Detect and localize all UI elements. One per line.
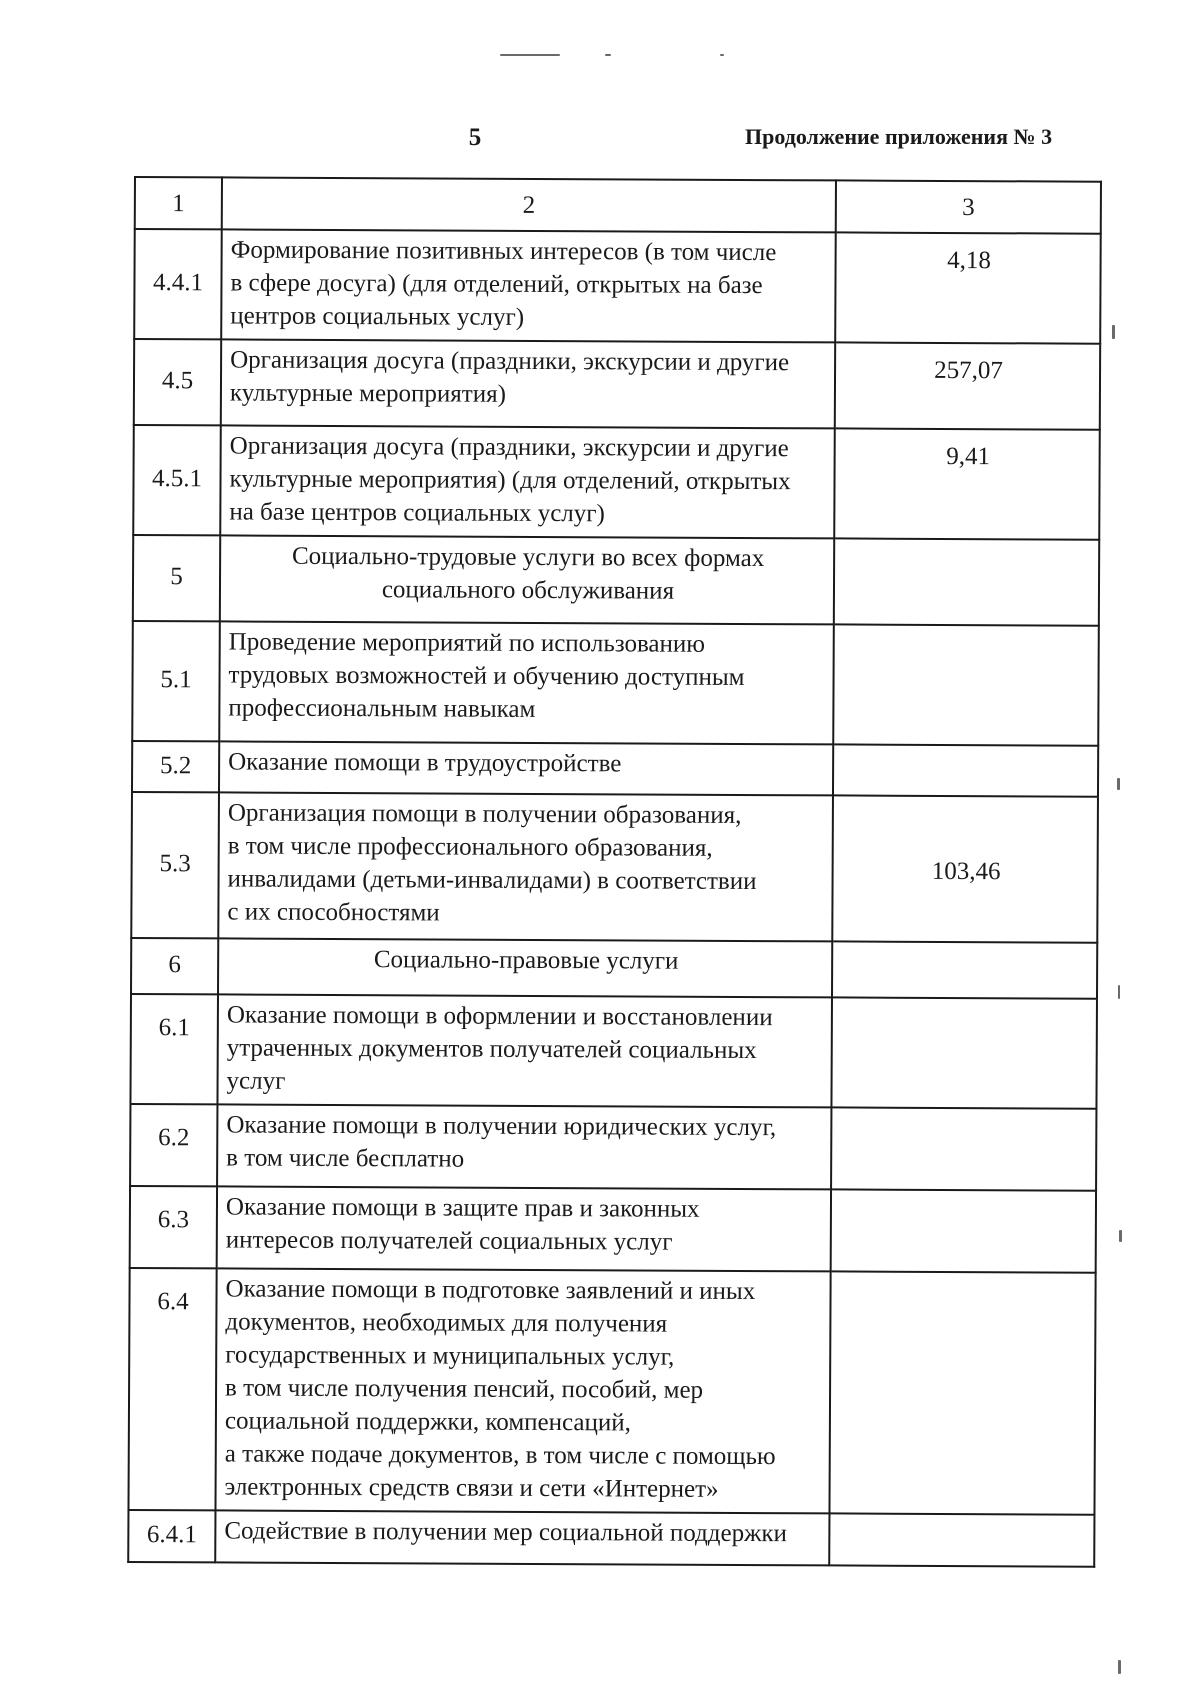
- row-description: [217, 1104, 831, 1189]
- table-row-section: [131, 938, 1097, 999]
- table-row: [130, 1186, 1096, 1273]
- row-number: 4.4.1: [134, 229, 222, 339]
- row-value: [834, 538, 1099, 625]
- row-description-text: Организация досуга (праздники, экскурсии и другие культурные мероприятия): [229, 346, 790, 408]
- row-description: [215, 1268, 830, 1513]
- row-description-text: Оказание помощи в получении юридических услуг, в том числе бесплатно: [226, 1111, 777, 1173]
- table-row: [128, 1268, 1095, 1515]
- section-title: Социально-правовые услуги: [373, 946, 679, 975]
- row-number: 6.3: [130, 1186, 217, 1268]
- table-row: [130, 1104, 1096, 1191]
- column-header-2: 2: [222, 177, 836, 232]
- scan-artifact: [1118, 985, 1120, 999]
- row-value: [829, 1513, 1094, 1566]
- row-description: [219, 621, 834, 744]
- scan-artifact: [1119, 1230, 1122, 1242]
- scan-artifact: [720, 54, 724, 56]
- row-description: [217, 994, 832, 1107]
- table-row: [130, 994, 1097, 1109]
- row-description: [219, 741, 833, 795]
- row-description-text: Организация досуга (праздники, экскурсии и другие культурные мероприятия) (для отделений, открытых на базе центров социальных услуг): [229, 432, 791, 528]
- row-description: [218, 792, 833, 941]
- section-title: Социально-трудовые услуги во всех формах социального обслуживания: [291, 542, 765, 605]
- row-description-text: Содействие в получении мер социальной поддержки: [224, 1517, 788, 1548]
- row-value: [831, 1189, 1096, 1272]
- row-value: 4,18: [835, 232, 1101, 343]
- row-value: [831, 997, 1097, 1108]
- table-header-row: [135, 177, 1101, 234]
- scan-artifact: [1117, 778, 1120, 790]
- row-value: [832, 941, 1097, 998]
- row-description-text: Проведение мероприятий по использованию трудовых возможностей и обучению доступным профессиональным навыкам: [228, 628, 745, 723]
- row-number: 6: [131, 938, 218, 994]
- row-value: [829, 1271, 1095, 1514]
- table-row: [134, 229, 1101, 344]
- scan-artifact: [500, 54, 560, 56]
- row-value: 257,07: [835, 342, 1100, 429]
- row-description-text: Оказание помощи в подготовке заявлений и иных документов, необходимых для получения государственных и муниципальных услуг, в том числе получения пенсий, пособий, мер социальной поддержки, компенсаций, а также подаче документов, в том числе с помощью электронных средств связи и сети «Интернет»: [224, 1275, 776, 1503]
- services-tariff-table: [127, 176, 1102, 1568]
- row-description: [215, 1510, 829, 1565]
- table-row-section: [133, 535, 1099, 626]
- row-number: 6.1: [130, 994, 218, 1104]
- table-row: [132, 741, 1098, 797]
- column-header-1: 1: [135, 177, 222, 229]
- row-number: 5.3: [131, 792, 219, 938]
- row-value: 9,41: [834, 428, 1100, 539]
- row-value: [831, 1107, 1096, 1190]
- row-description-text: Формирование позитивных интересов (в том числе в сфере досуга) (для отделений, открытых на базе центров социальных услуг): [230, 236, 777, 331]
- row-description: [221, 339, 835, 428]
- row-value: [833, 624, 1099, 745]
- appendix-continuation-caption: Продолжение приложения № 3: [745, 124, 1053, 149]
- table-row: [131, 792, 1098, 943]
- page-number: 5: [468, 124, 482, 151]
- row-description: [218, 938, 832, 997]
- row-value: [833, 744, 1098, 796]
- row-number: 4.5.1: [133, 425, 221, 535]
- table-row: [134, 339, 1100, 430]
- row-description-text: Организация помощи в получении образования, в том числе профессионального образования, инвалидами (детьми-инвалидами) в соответствии с их способностями: [227, 799, 757, 927]
- row-description: [221, 229, 836, 342]
- column-header-3: 3: [836, 180, 1101, 233]
- row-number: 6.4.1: [128, 1510, 215, 1562]
- row-number: 5: [133, 535, 220, 621]
- scan-artifact: [1118, 1660, 1121, 1674]
- row-description: [220, 535, 834, 624]
- row-number: 4.5: [134, 339, 221, 425]
- scan-artifact: [1112, 325, 1115, 339]
- row-description-text: Оказание помощи в защите прав и законных интересов получателей социальных услуг: [225, 1193, 700, 1256]
- scan-artifact: [605, 54, 611, 56]
- table-row: [128, 1510, 1094, 1567]
- row-description-text: Оказание помощи в оформлении и восстановлении утраченных документов получателей социальных услуг: [226, 1001, 773, 1095]
- row-description: [217, 1186, 831, 1271]
- table-row: [133, 425, 1100, 540]
- row-number: 5.1: [132, 621, 220, 741]
- row-description: [220, 425, 835, 538]
- table-row: [132, 621, 1099, 746]
- row-description-text: Оказание помощи в трудоустройстве: [228, 748, 622, 778]
- row-value: 103,46: [832, 795, 1098, 942]
- row-number: 6.2: [130, 1104, 217, 1186]
- row-number: 6.4: [128, 1268, 216, 1510]
- row-number: 5.2: [132, 741, 219, 792]
